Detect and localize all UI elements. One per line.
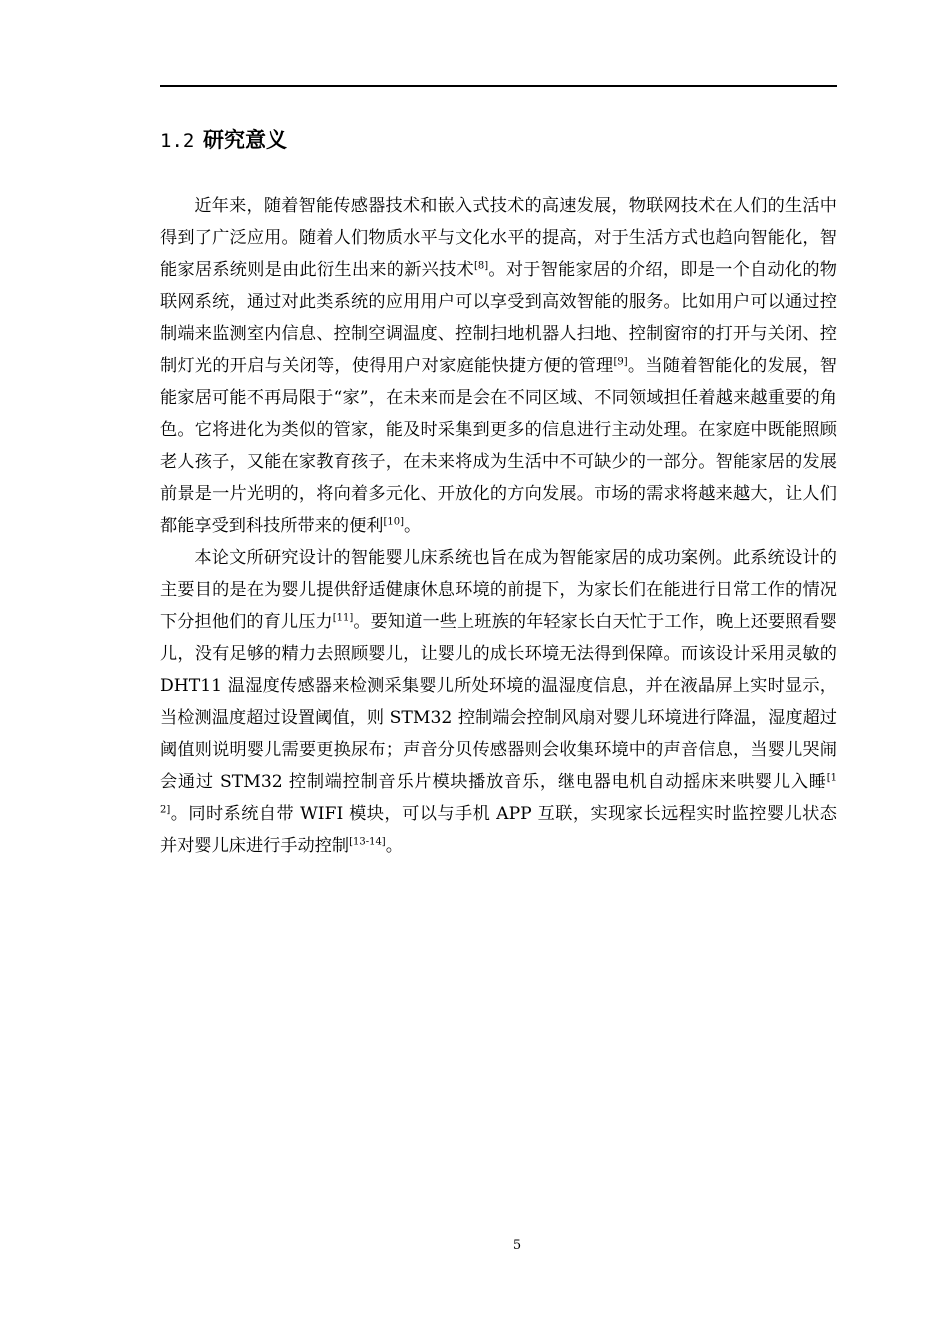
body-paragraph — [160, 190, 837, 542]
section-number: 1.2 — [160, 130, 195, 152]
citation-ref: [12] — [160, 772, 837, 816]
body-text — [160, 190, 837, 862]
paragraph-text: 。 — [385, 836, 403, 856]
citation-ref: [13-14] — [349, 836, 386, 848]
paragraph-text: 。要知道一些上班族的年轻家长白天忙于工作，晚上还要照看婴儿，没有足够的精力去照顾婴儿，让婴儿的成长环境无法得到保障。而该设计采用灵敏的 DHT11 温湿度传感器来检测采集婴儿所处环境的温湿度信息，并在液晶屏上实时显示，当检测温度超过设置阈值，则 STM32 控制端会控制风扇对婴儿环境进行降温，湿度超过阈值则说明婴儿需要更换尿布；声音分贝传感器则会收集环境中的声音信息，当婴儿哭闹会通过 STM32 控制端控制音乐片模块播放音乐，继电器电机自动摇床来哄婴儿入睡 — [160, 612, 837, 792]
paragraph-text: 。 — [403, 516, 422, 536]
citation-ref: [10] — [383, 516, 404, 528]
page-number: 5 — [512, 1238, 522, 1253]
paragraph-text: 本论文所研究设计的智能婴儿床系统也旨在成为智能家居的成功案例。此系统设计的主要目的是在为婴儿提供舒适健康休息环境的前提下，为家长们在能进行日常工作的情况下分担他们的育儿压力 — [160, 548, 837, 632]
citation-ref: [11] — [332, 612, 354, 624]
paragraph-text: 。同时系统自带 WIFI 模块，可以与手机 APP 互联，实现家长远程实时监控婴儿状态并对婴儿床进行手动控制 — [160, 804, 837, 856]
paragraph-text: 。对于智能家居的介绍，即是一个自动化的物联网系统，通过对此类系统的应用用户可以享受到高效智能的服务。比如用户可以通过控制端来监测室内信息、控制空调温度、控制扫地机器人扫地、控制窗帘的打开与关闭、控制灯光的开启与关闭等，使得用户对家庭能快捷方便的管理 — [160, 260, 837, 376]
body-paragraph — [160, 542, 837, 862]
citation-ref: [8] — [473, 260, 489, 272]
section-title: 研究意义 — [203, 127, 288, 152]
header-rule — [160, 85, 837, 87]
paragraph-text: 近年来，随着智能传感器技术和嵌入式技术的高速发展，物联网技术在人们的生活中得到了广泛应用。随着人们物质水平与文化水平的提高，对于生活方式也趋向智能化，智能家居系统则是由此衍生出来的新兴技术 — [160, 196, 837, 280]
citation-ref: [9] — [613, 356, 628, 368]
paragraph-text: 。当随着智能化的发展，智能家居可能不再局限于“家”，在未来而是会在不同区域、不同领域担任着越来越重要的角色。它将进化为类似的管家，能及时采集到更多的信息进行主动处理。在家庭中既能照顾老人孩子，又能在家教育孩子，在未来将成为生活中不可缺少的一部分。智能家居的发展前景是一片光明的，将向着多元化、开放化的方向发展。市场的需求将越来越大，让人们都能享受到科技所带来的便利 — [160, 356, 837, 536]
section-heading — [160, 125, 287, 156]
